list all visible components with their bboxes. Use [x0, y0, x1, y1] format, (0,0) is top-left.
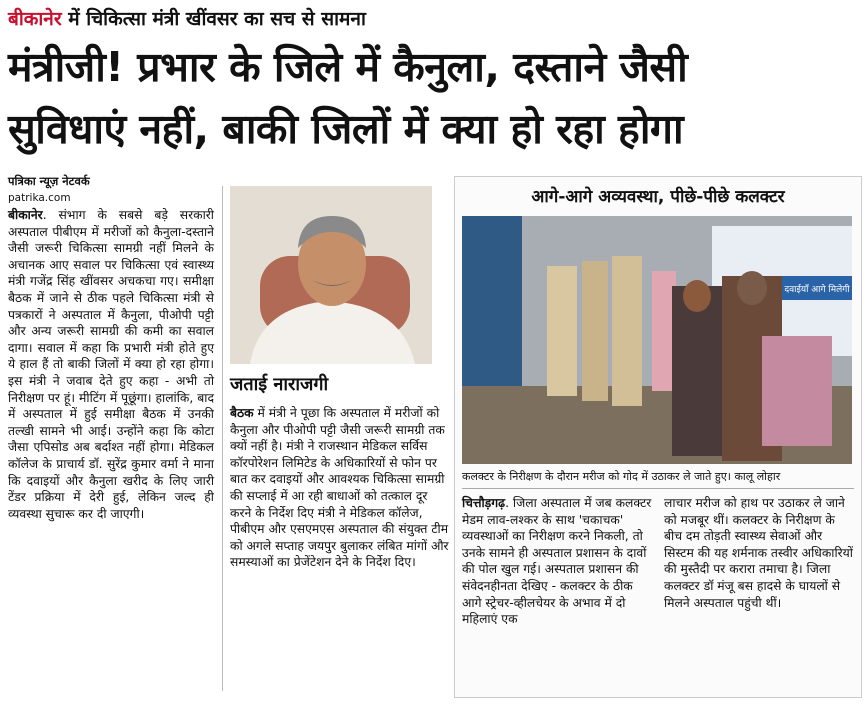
kicker-line [8, 6, 858, 32]
box-body-left: . जिला अस्पताल में जब कलक्टर मेडम लाव-लश्कर के साथ 'चकाचक' व्यवस्थाओं का निरीक्षण करने निकली, तो उनके सामने ही अस्पताल प्रशासन के दावों की पोल खुल गई। अस्पताल प्रशासन की संवेदनहीनता देखिए - कलक्टर के ठीक आगे स्ट्रेचर-व्हीलचेयर के अभाव में दो महिलाएं एक [462, 496, 652, 627]
hospital-sign-text: दवाईयाँ आगे मिलेगी [784, 285, 850, 295]
kicker-place: बीकानेर [8, 8, 62, 30]
byline: पत्रिका न्यूज़ नेटवर्क [8, 174, 90, 188]
box-title: आगे-आगे अव्यवस्था, पीछे-पीछे कलक्टर [531, 187, 785, 207]
kicker-text: में चिकित्सा मंत्री खींवसर का सच से सामना [61, 8, 366, 30]
column-divider [222, 186, 223, 691]
headline-line-2: सुविधाएं नहीं, बाकी जिलों में क्या हो रहा होगा [8, 105, 684, 153]
box-left-column [462, 495, 656, 628]
left-story-body: . संभाग के सबसे बड़े सरकारी अस्पताल पीबीएम में मरीजों को कैनुला-दस्ताने जैसी जरूरी चिकित्सा सामग्री नहीं मिलने के अचानक आए सवाल पर चिकित्सा एवं स्वास्थ्य मंत्री गजेंद्र सिंह खींवसर अचकचा गए। समीक्षा बैठक में जाने से ठीक पहले चिकित्सा मंत्री से पत्रकारों ने अस्पताल में कैनुला, पीओपी पट्टी और अन्य जरूरी सामग्री की कमी का सवाल दागा। सवाल में कहा कि प्रभारी मंत्री होते हुए ये हाल हैं तो बाकी जिलों में क्या हो रहा होगा। इस मंत्री ने जवाब देते हुए कहा - अभी तो निरीक्षण पर हूं। मीटिंग में पूछूंगा। हालांकि, बाद में अस्पताल में हुई समीक्षा बैठक में उनकी तल्खी सामने भी आई। उन्होंने कहा कि कोटा जैसा एपिसोड अब बर्दाश्त नहीं होगा। मेडिकल कॉलेज के प्राचार्य डॉ. सुरेंद्र कुमार वर्मा ने माना कि दवाइयों और कैनुला खरीद के लिए जारी टेंडर प्रक्रिया में देरी हुई, लेकिन जल्द ही व्यवस्था सुचारू कर दी जाएगी। [8, 208, 214, 521]
mid-story-column [230, 405, 452, 571]
box-right-column: लाचार मरीज को हाथ पर उठाकर ले जाने को मजबूर थीं। कलक्टर के निरीक्षण के बीच दम तोड़ती स्वास्थ्य सेवाओं और सिस्टम की यह शर्मनाक तस्वीर अधिकारियों की मुस्तैदी पर करारा तमाचा है। जिला कलक्टर डॉ मंजू बस हादसे के घायलों से मिलने अस्पताल पहुंची थीं। [664, 496, 853, 610]
mid-story-lead: बैठक [230, 406, 254, 420]
headline [8, 36, 860, 160]
minister-portrait-image [230, 186, 432, 364]
photo-caption: कलक्टर के निरीक्षण के दौरान मरीज को गोद में उठाकर ले जाते हुए। कालू लोहार [462, 470, 781, 483]
hospital-photo [462, 216, 852, 464]
minister-photo [230, 186, 432, 364]
mid-story-body: में मंत्री ने पूछा कि अस्पताल में मरीजों को कैनुला और पीओपी पट्टी जैसी जरूरी सामग्री तक क्यों नहीं है। मंत्री ने राजस्थान मेडिकल सर्विस कॉरपोरेशन लिमिटेड के अधिकारियों से फोन पर बात कर दवाइयों और आवश्यक चिकित्सा सामग्री की सप्लाई में आ रही बाधाओं को तत्काल दूर करने के निर्देश दिए मंत्री ने मेडिकल कॉलेज, पीबीएम और एसएमएस अस्पताल की संयुक्त टीम को अगले सप्ताह जयपुर बुलाकर लंबित मांगों और समस्याओं का प्रेजेंटेशन देने के निर्देश दिए। [230, 406, 449, 570]
mid-subhead: जताई नाराजगी [230, 374, 329, 395]
headline-line-1: मंत्रीजी! प्रभार के जिले में कैनुला, दस्ताने जैसी [8, 43, 688, 91]
hospital-corridor-image [462, 216, 852, 464]
left-story-dateline: बीकानेर [8, 208, 43, 222]
box-dateline: चित्तौड़गढ़ [462, 496, 506, 510]
site-link[interactable]: patrika.com [8, 192, 71, 204]
left-story-column [8, 207, 214, 522]
caption-divider [462, 488, 854, 489]
